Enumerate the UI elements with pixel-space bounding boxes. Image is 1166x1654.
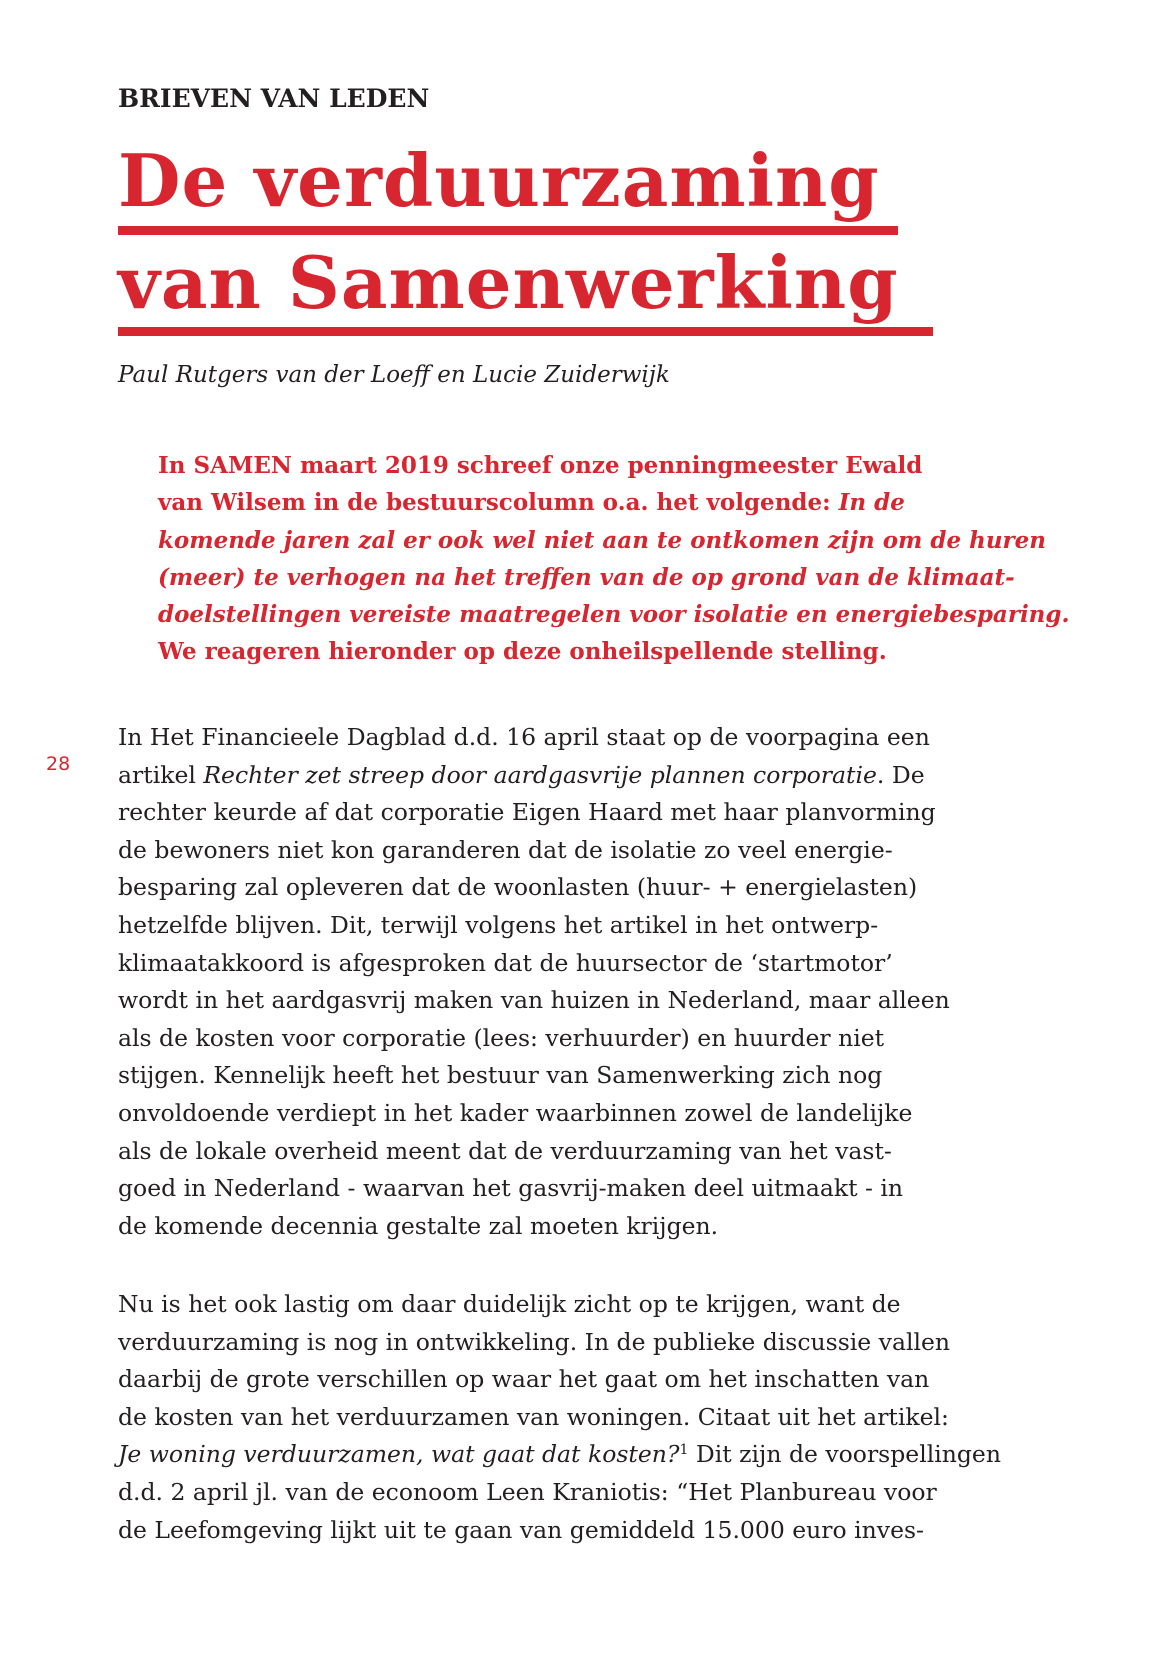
- body-line: [118, 945, 998, 983]
- body-line: [118, 1324, 998, 1362]
- body-line: [118, 1286, 998, 1324]
- body-text: hetzelfde blijven. Dit, terwijl volgens het artikel in het ontwerp-: [118, 910, 879, 939]
- body-text: In Het Financieele Dagblad d.d. 16 april staat op de voorpagina een: [118, 723, 930, 751]
- body-text: de bewoners niet kon garanderen dat de isolatie zo veel energie-: [118, 835, 893, 864]
- body-line: [118, 1436, 1001, 1474]
- article-authors: Paul Rutgers van der Loeff en Lucie Zuiderwijk: [118, 362, 670, 388]
- intro-line: [158, 522, 1047, 559]
- body-line: [118, 1170, 998, 1208]
- section-label: BRIEVEN VAN LEDEN: [118, 84, 430, 113]
- body-line: [118, 982, 998, 1020]
- body-text: klimaatakkoord is afgesproken dat de huursector de ‘startmotor’: [118, 948, 893, 977]
- intro-quote: komende jaren zal er ook wel niet aan te ontkomen zijn om de huren: [158, 526, 1047, 554]
- body-text: artikel: [118, 760, 204, 789]
- body-text: rechter keurde af dat corporatie Eigen Haard met haar planvorming: [118, 798, 936, 827]
- body-line: [118, 719, 998, 757]
- body-text: wordt in het aardgasvrij maken van huizen in Nederland, maar alleen: [118, 986, 950, 1015]
- footnote-marker[interactable]: 1: [679, 1442, 689, 1459]
- intro-line: [158, 559, 1018, 596]
- body-line: [118, 1208, 998, 1246]
- intro-text: van Wilsem in de bestuurscolumn o.a. het volgende:: [158, 489, 839, 517]
- body-line: [118, 1133, 998, 1171]
- body-line: [118, 869, 998, 907]
- italic-title: Rechter zet streep door aardgasvrije plannen corporatie: [203, 760, 877, 789]
- intro-line: [158, 484, 1018, 521]
- intro-lead: [158, 447, 1070, 671]
- page-number: 28: [46, 753, 71, 775]
- body-text: onvoldoende verdiept in het kader waarbinnen zowel de landelijke: [118, 1098, 913, 1127]
- body-paragraph-1: [118, 719, 998, 1245]
- title-underline-2: [118, 327, 933, 336]
- body-text: stijgen. Kennelijk heeft het bestuur van Samenwerking zich nog: [118, 1061, 883, 1090]
- body-text: verduurzaming is nog in ontwikkeling. In de publieke discussie vallen: [118, 1327, 951, 1356]
- body-text: daarbij de grote verschillen op waar het gaat om het inschatten van: [118, 1365, 930, 1394]
- intro-text: In SAMEN maart 2019 schreef onze penningmeester Ewald: [158, 452, 923, 479]
- body-line: [118, 794, 998, 832]
- body-line: [118, 1057, 998, 1095]
- intro-line: [158, 596, 1070, 633]
- body-text: goed in Nederland - waarvan het gasvrij-maken deel uitmaakt - in: [118, 1174, 904, 1203]
- intro-quote: (meer) te verhogen na het treffen van de op grond van de klimaat-: [158, 563, 1015, 591]
- intro-line: [158, 633, 1018, 670]
- body-line: [118, 1361, 998, 1399]
- body-paragraph-2: [118, 1286, 1001, 1549]
- body-text: de kosten van het verduurzamen van woningen. Citaat uit het artikel:: [118, 1402, 949, 1431]
- body-line: [118, 757, 998, 795]
- body-line: [118, 1399, 998, 1437]
- body-text: als de kosten voor corporatie (lees: verhuurder) en huurder niet: [118, 1023, 885, 1052]
- body-line: [118, 907, 998, 945]
- intro-text: We reageren hieronder op deze onheilspellende stelling.: [158, 638, 887, 666]
- body-text: besparing zal opleveren dat de woonlasten (huur- + energielasten): [118, 873, 918, 902]
- body-line: [118, 1474, 998, 1512]
- body-text: de Leefomgeving lijkt uit te gaan van gemiddeld 15.000 euro inves-: [118, 1515, 924, 1544]
- title-line-2: van Samenwerking: [118, 240, 899, 325]
- body-text: d.d. 2 april jl. van de econoom Leen Kraniotis: “Het Planbureau voor: [118, 1477, 937, 1506]
- body-line: [118, 832, 998, 870]
- body-line: [118, 1512, 998, 1550]
- title-underline-1: [118, 226, 898, 235]
- intro-quote: doelstellingen vereiste maatregelen voor isolatie en energiebesparing.: [158, 601, 1070, 629]
- body-text: Dit zijn de voorspellingen: [688, 1440, 1001, 1469]
- title-line-1: De verduurzaming: [118, 138, 880, 223]
- intro-quote: In de: [838, 489, 905, 517]
- body-text: als de lokale overheid meent dat de verduurzaming van het vast-: [118, 1136, 892, 1165]
- intro-line: [158, 447, 1018, 484]
- body-line: [118, 1020, 998, 1058]
- body-text: . De: [876, 760, 925, 789]
- italic-title: Je woning verduurzamen, wat gaat dat kosten?: [118, 1440, 680, 1469]
- body-text: Nu is het ook lastig om daar duidelijk zicht op te krijgen, want de: [118, 1290, 901, 1318]
- body-line: [118, 1095, 998, 1133]
- body-text: de komende decennia gestalte zal moeten krijgen.: [118, 1211, 719, 1240]
